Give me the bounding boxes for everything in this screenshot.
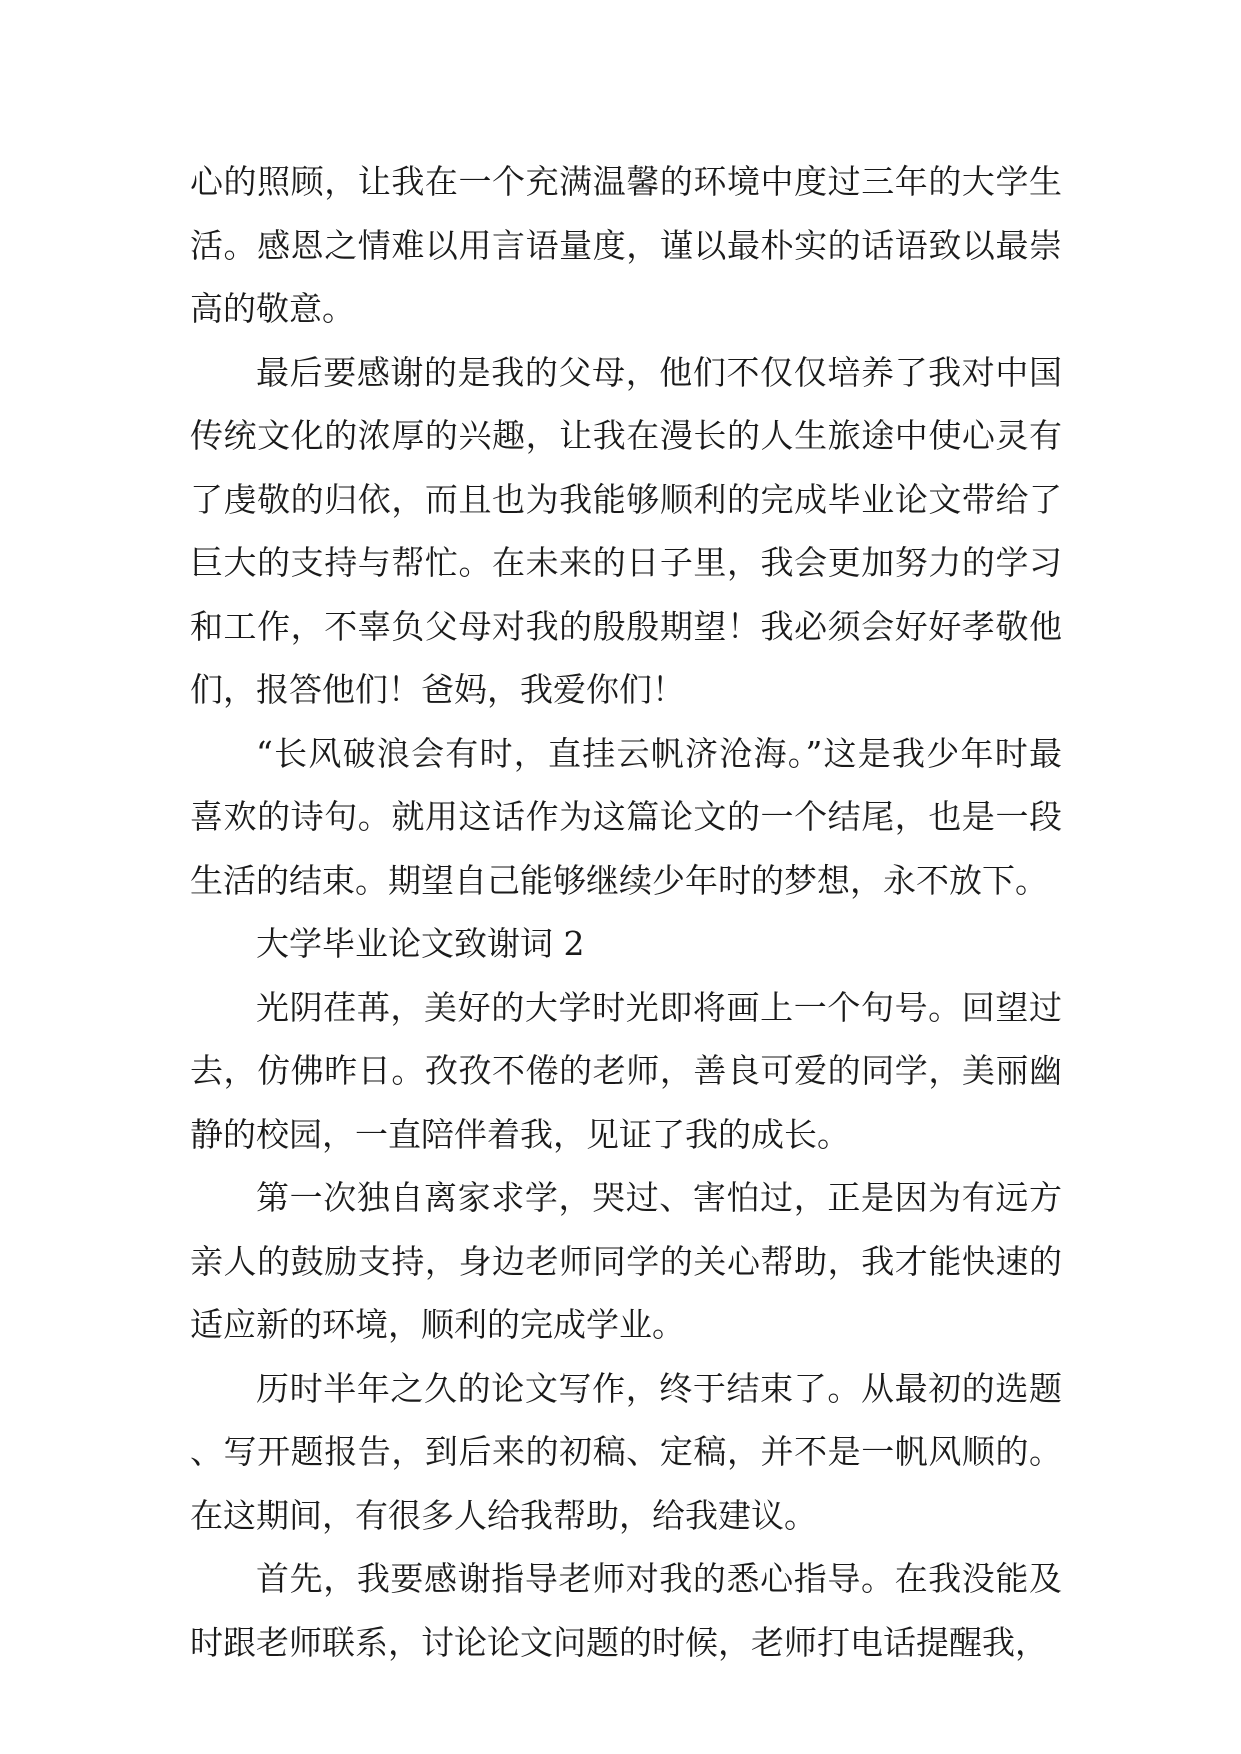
- paragraph-thesis-writing: 历时半年之久的论文写作，终于结束了。从最初的选题、写开题报告，到后来的初稿、定稿，并不是一帆风顺的。在这期间，有很多人给我帮助，给我建议。: [190, 1368, 1062, 1535]
- section-heading: 大学毕业论文致谢词 2: [256, 924, 585, 963]
- document-body: [190, 150, 1062, 1674]
- paragraph-leaving-home: 第一次独自离家求学，哭过、害怕过，正是因为有远方亲人的鼓励支持，身边老师同学的关心帮助，我才能快速的适应新的环境，顺利的完成学业。: [190, 1178, 1062, 1344]
- paragraph-continued: 心的照顾，让我在一个充满温馨的环境中度过三年的大学生活。感恩之情难以用言语量度，谨以最朴实的话语致以最崇高的敬意。: [190, 162, 1062, 328]
- paragraph-thanks-advisor: 首先，我要感谢指导老师对我的悉心指导。在我没能及时跟老师联系，讨论论文问题的时候，老师打电话提醒我，: [190, 1559, 1062, 1662]
- paragraph-poem-closing: “长风破浪会有时，直挂云帆济沧海。”这是我少年时最喜欢的诗句。就用这话作为这篇论文的一个结尾，也是一段生活的结束。期望自己能够继续少年时的梦想，永不放下。: [190, 733, 1062, 900]
- paragraph-thanks-parents: 最后要感谢的是我的父母，他们不仅仅培养了我对中国传统文化的浓厚的兴趣，让我在漫长的人生旅途中使心灵有了虔敬的归依，而且也为我能够顺利的完成毕业论文带给了巨大的支持与帮忙。在未来的日子里，我会更加努力的学习和工作，不辜负父母对我的殷殷期望！我必须会好好孝敬他们，报答他们！爸妈，我爱你们！: [190, 352, 1062, 709]
- paragraph-time-passing: 光阴荏苒，美好的大学时光即将画上一个句号。回望过去，仿佛昨日。孜孜不倦的老师，善良可爱的同学，美丽幽静的校园，一直陪伴着我，见证了我的成长。: [190, 987, 1062, 1154]
